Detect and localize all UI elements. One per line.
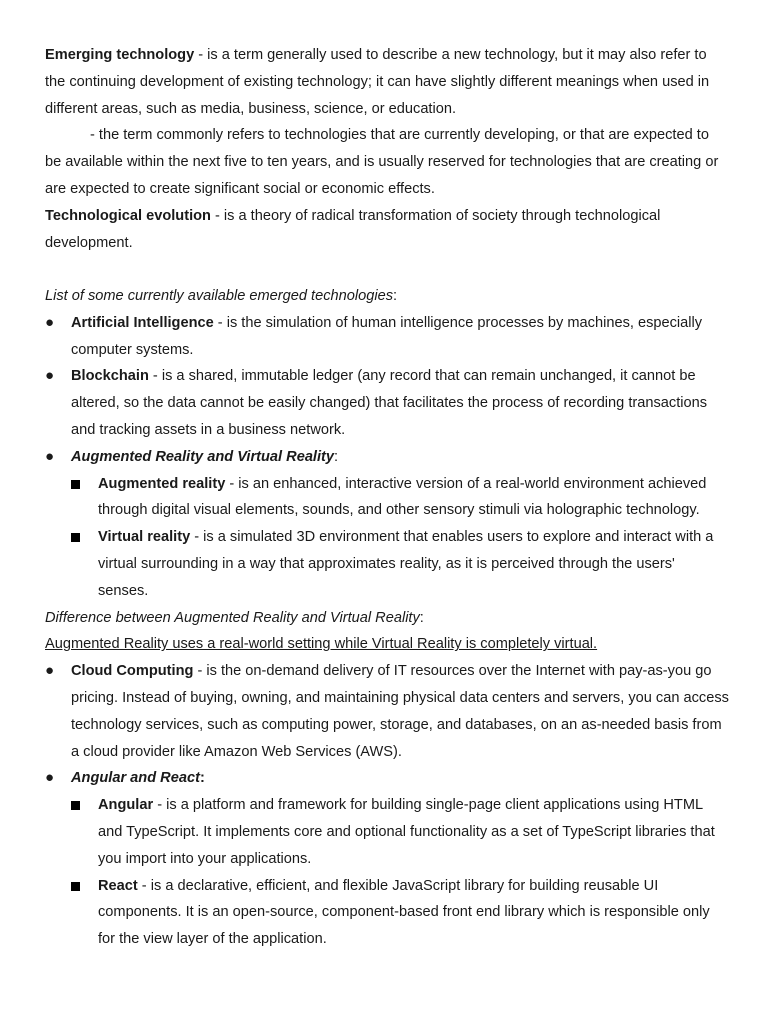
sublist-item-angular [45,792,729,872]
list-item-angular-react: ● Angular and React: [45,765,729,792]
term: Augmented reality [98,475,226,492]
square-bullet-icon [71,882,80,891]
definition: - is the on-demand delivery of IT resources over the Internet with pay-as-you go pricing. Instead of buying, owning, and maintaining physical data centers and servers, you can access technology services, such as computing power, storage, and databases, on an as-needed basis from a cloud provider like Amazon Web Services (AWS). [71,663,729,760]
square-bullet-icon [71,801,80,810]
term: Augmented Reality and Virtual Reality [71,448,335,465]
list-item-cloud-computing [45,658,729,765]
square-bullet-icon [71,480,80,489]
bullet-icon: ● [45,447,55,465]
emerging-technology-paragraph-2 [45,122,729,202]
list-item-ai [45,310,729,364]
definition: - is a declarative, efficient, and flexible JavaScript library for building reusable UI components. It is an open-source, component-based front end library which is responsible only for the view layer of the application. [98,877,710,948]
list-item-blockchain [45,363,729,443]
term: Technological evolution [45,207,211,224]
term: Artificial Intelligence [71,314,214,331]
difference-text: Augmented Reality uses a real-world setting while Virtual Reality is completely virtual. [45,636,598,653]
definition: - is a platform and framework for building single-page client applications using HTML and TypeScript. It implements core and optional functionality as a set of TypeScript libraries that you import into your applications. [98,797,715,867]
definition: - is a shared, immutable ledger (any record that can remain unchanged, it cannot be altered, so the data cannot be easily changed) that facilitates the process of recording transactions and tracking assets in a business network. [71,368,708,438]
definition: - the term commonly refers to technologies that are currently developing, or that are expected to be available within the next five to ten years, and is usually reserved for technologies that are creating or are expected to create significant social or economic effects. [45,127,719,197]
technological-evolution-paragraph [45,203,729,257]
definition: - is an enhanced, interactive version of a real-world environment achieved through digital visual elements, sounds, and other sensory stimuli via holographic technology. [98,475,707,519]
sublist-item-react [45,873,729,953]
term: React [98,877,138,894]
definition: - is the simulation of human intelligence processes by machines, especially computer systems. [71,314,703,358]
term: Angular and React [71,770,200,787]
sublist-item-augmented-reality [45,471,729,525]
definition: - is a theory of radical transformation of society through technological development. [45,207,661,251]
list-item-ar-vr: ● Augmented Reality and Virtual Reality: [45,444,729,471]
emerging-technology-paragraph [45,42,729,122]
difference-heading: Difference between Augmented Reality and Virtual Reality: [45,609,424,626]
bullet-icon: ● [45,662,55,680]
definitions-section [45,42,729,256]
square-bullet-icon [71,533,80,542]
technologies-list-section [45,283,729,953]
term: Angular [98,797,154,814]
bullet-icon: ● [45,769,55,787]
bullet-icon: ● [45,313,55,331]
term: Virtual reality [98,529,191,546]
term: Emerging technology [45,47,195,63]
list-intro: List of some currently available emerged technologies: [45,288,398,304]
term: Blockchain [71,368,149,385]
definition: - is a simulated 3D environment that enables users to explore and interact with a virtual surrounding in a way that approximates reality, as it is perceived through the users' senses. [98,529,714,599]
term: Cloud Computing [71,663,194,680]
bullet-icon: ● [45,367,55,385]
definition: - is a term generally used to describe a new technology, but it may also refer to the continuing development of existing technology; it can have slightly different meanings when used in different areas, such as media, business, science, or education. [45,47,710,117]
sublist-item-virtual-reality [45,524,729,604]
